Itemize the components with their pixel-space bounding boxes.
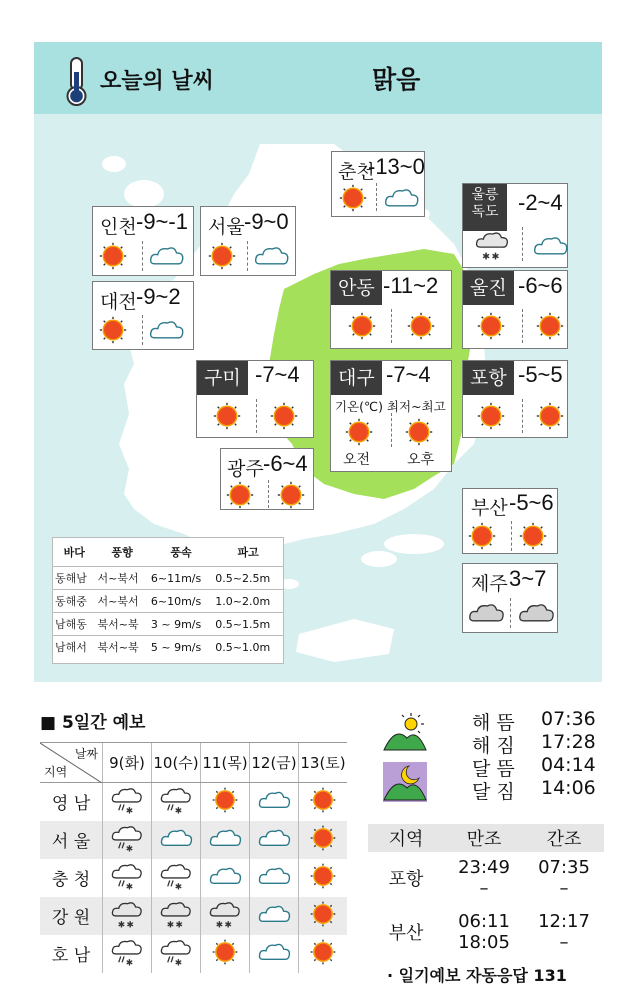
sun-icon xyxy=(269,401,299,435)
cloud-icon xyxy=(152,821,201,859)
sea-cell: 동해중 xyxy=(53,590,95,613)
city-card-gumi xyxy=(196,360,314,438)
sun-moon-time: 14:06 xyxy=(541,777,596,799)
svg-text:✱: ✱ xyxy=(491,251,500,261)
cloud-icon xyxy=(253,241,291,274)
am-pm-divider xyxy=(522,309,523,343)
sun-moon-label: 해 짐 xyxy=(472,735,515,757)
city-temp: -5~6 xyxy=(509,490,554,515)
sun-moon-label: 해 뜸 xyxy=(472,712,515,734)
city-card-uljin xyxy=(462,270,568,349)
city-temp: -5~5 xyxy=(518,362,563,387)
sea-cell: 0.5~2.5m xyxy=(213,567,283,590)
tide-time: 07:35 xyxy=(538,857,590,878)
am-pm-divider xyxy=(522,227,523,261)
sun-moon-label: 달 뜸 xyxy=(472,758,515,780)
sun-moon-time: 17:28 xyxy=(541,731,596,753)
cloud-icon xyxy=(532,231,570,264)
sun-icon xyxy=(98,315,128,349)
am-pm-divider xyxy=(391,309,392,343)
rain-snow-icon xyxy=(152,783,201,821)
footer-phone-info: · 일기예보 자동응답 131 xyxy=(387,966,567,985)
sun-icon xyxy=(98,241,128,275)
tide-time: 06:11 xyxy=(458,911,510,932)
sun-icon xyxy=(535,311,565,345)
svg-text:✱: ✱ xyxy=(125,958,134,967)
city-temp: -9~2 xyxy=(136,284,181,309)
forecast-day: 12(금) xyxy=(250,743,299,783)
sun-icon xyxy=(299,783,348,821)
city-name: 구미 xyxy=(197,361,248,395)
svg-text:✱: ✱ xyxy=(174,806,183,815)
tide-header: 지역 xyxy=(388,829,424,850)
sea-cell: 0.5~1.0m xyxy=(213,636,283,659)
corner-region-label: 지역 xyxy=(44,765,68,779)
rain-snow-icon xyxy=(103,859,152,897)
sun-icon xyxy=(299,859,348,897)
sun-icon xyxy=(476,311,506,345)
city-card-daejeon xyxy=(92,281,194,350)
sea-header: 바다 xyxy=(63,546,85,559)
sun-icon xyxy=(338,183,368,217)
forecast-table xyxy=(40,742,347,973)
gray-cloud-icon xyxy=(467,598,506,631)
am-pm-divider xyxy=(256,399,257,433)
city-card-incheon xyxy=(92,206,194,276)
sea-cell: 서~북서 xyxy=(95,567,148,590)
snow-cloud-icon xyxy=(474,229,510,265)
city-temp: -2~4 xyxy=(518,190,563,215)
sun-icon xyxy=(299,897,348,935)
svg-text:✱: ✱ xyxy=(482,251,491,261)
sun-icon xyxy=(276,480,306,514)
rain-snow-icon xyxy=(103,783,152,821)
sea-cell: 3 ~ 9m/s xyxy=(149,613,213,636)
am-pm-divider xyxy=(510,598,511,628)
sun-icon xyxy=(347,311,377,345)
sea-cell: 남해서 xyxy=(53,636,95,659)
cloud-icon xyxy=(201,821,250,859)
tide-time: 12:17 xyxy=(538,911,590,932)
cloud-icon xyxy=(250,783,299,821)
forecast-region: 충 청 xyxy=(51,870,91,890)
city-name: 광주 xyxy=(227,458,264,480)
city-name: 포항 xyxy=(463,361,514,395)
sun-moon-label: 달 짐 xyxy=(472,781,515,803)
am-pm-divider xyxy=(142,315,143,345)
city-name: 서울 xyxy=(208,216,245,238)
forecast-region: 호 남 xyxy=(51,946,91,966)
city-card-pohang xyxy=(462,360,568,438)
cloud-icon xyxy=(250,935,299,973)
rain-snow-icon xyxy=(103,821,152,859)
sun-icon xyxy=(535,401,565,435)
forecast-day: 13(토) xyxy=(299,743,348,783)
sea-header: 풍속 xyxy=(170,546,192,559)
tide-high xyxy=(444,852,524,904)
city-temp: -6~4 xyxy=(263,451,308,476)
sun-moon-time: 04:14 xyxy=(541,754,596,776)
snow-cloud-icon xyxy=(103,897,152,935)
city-temp: -11~2 xyxy=(383,273,439,298)
am-pm-divider xyxy=(376,183,377,211)
sun-moon-time: 07:36 xyxy=(541,708,596,730)
cloud-icon xyxy=(383,183,421,216)
sun-icon xyxy=(467,521,497,555)
city-name: 제주 xyxy=(471,573,508,595)
city-card-ulleung xyxy=(462,183,568,268)
sea-cell: 6~10m/s xyxy=(149,590,213,613)
tide-table xyxy=(368,824,604,960)
tide-time: 18:05 xyxy=(458,932,510,953)
am-pm-divider xyxy=(511,521,512,551)
sea-cell: 북서~북 xyxy=(95,613,148,636)
tide-region: 포항 xyxy=(388,869,424,890)
tide-time: – xyxy=(479,878,489,899)
city-temp: 3~7 xyxy=(509,566,547,591)
rain-snow-icon xyxy=(103,935,152,973)
forecast-day: 11(목) xyxy=(201,743,250,783)
svg-text:✱: ✱ xyxy=(224,920,233,929)
svg-text:✱: ✱ xyxy=(117,920,126,929)
forecast-day: 10(수) xyxy=(152,743,201,783)
sea-header: 파고 xyxy=(237,546,259,559)
sun-icon xyxy=(201,935,250,973)
sea-cell: 남해동 xyxy=(53,613,95,636)
tide-low xyxy=(524,852,604,904)
sun-icon xyxy=(212,401,242,435)
sea-cell: 동해남 xyxy=(53,567,95,590)
tide-time: 23:49 xyxy=(458,857,510,878)
city-name: 춘천 xyxy=(338,161,375,183)
rain-snow-icon xyxy=(152,859,201,897)
sea-conditions-table xyxy=(52,537,284,664)
svg-text:✱: ✱ xyxy=(174,958,183,967)
svg-text:✱: ✱ xyxy=(125,844,134,853)
city-temp: -7~4 xyxy=(386,362,431,387)
city-card-gwangju xyxy=(220,448,314,510)
cloud-icon xyxy=(201,859,250,897)
cloud-icon xyxy=(250,859,299,897)
am-pm-divider xyxy=(247,241,248,271)
forecast-corner xyxy=(40,743,103,783)
sun-icon xyxy=(225,480,255,514)
sea-cell: 5 ~ 9m/s xyxy=(149,636,213,659)
sun-icon xyxy=(406,311,436,345)
gray-cloud-icon xyxy=(517,598,556,631)
sun-icon xyxy=(299,821,348,859)
city-name: 안동 xyxy=(331,271,382,305)
city-temp: -13~0 xyxy=(368,154,425,179)
city-name: 인천 xyxy=(100,216,137,238)
svg-text:✱: ✱ xyxy=(215,920,224,929)
city-name: 부산 xyxy=(471,497,508,519)
city-card-daegu xyxy=(330,360,452,472)
sea-cell: 서~북서 xyxy=(95,590,148,613)
am-pm-divider xyxy=(268,480,269,508)
tide-header: 만조 xyxy=(466,829,502,850)
tide-high xyxy=(444,904,524,960)
city-temp: -6~6 xyxy=(518,273,563,298)
city-name: 울릉 독도 xyxy=(463,184,507,231)
city-temp: -9~0 xyxy=(244,209,289,234)
sea-cell: 북서~북 xyxy=(95,636,148,659)
tide-region: 부산 xyxy=(388,923,424,944)
city-card-seoul xyxy=(200,206,296,276)
cloud-icon xyxy=(148,315,186,348)
svg-text:✱: ✱ xyxy=(126,920,135,929)
city-temp: -9~-1 xyxy=(136,209,188,234)
daegu-legend: 기온(℃) 최저~최고 xyxy=(335,399,446,414)
svg-text:✱: ✱ xyxy=(125,806,134,815)
snow-cloud-icon xyxy=(152,897,201,935)
sun-icon xyxy=(404,417,434,451)
tide-header: 간조 xyxy=(546,829,582,850)
city-name: 울진 xyxy=(463,271,514,305)
sea-cell: 6~11m/s xyxy=(149,567,213,590)
corner-date-label: 날짜 xyxy=(74,747,98,761)
city-card-busan xyxy=(462,488,558,554)
sun-icon xyxy=(344,417,374,451)
city-card-andong xyxy=(330,270,452,349)
tide-time: – xyxy=(559,932,569,953)
city-name: 대구 xyxy=(331,361,382,395)
sun-icon xyxy=(207,241,237,275)
tide-time: – xyxy=(559,878,569,899)
cloud-icon xyxy=(250,897,299,935)
sun-icon xyxy=(518,521,548,555)
am-label: 오전 xyxy=(343,452,371,468)
page-title: 오늘의 날씨 xyxy=(100,69,214,94)
svg-text:✱: ✱ xyxy=(166,920,175,929)
sea-header: 풍향 xyxy=(111,546,133,559)
weather-condition: 맑음 xyxy=(372,65,421,94)
snow-cloud-icon xyxy=(201,897,250,935)
sea-cell: 0.5~1.5m xyxy=(213,613,283,636)
city-temp: -7~4 xyxy=(255,362,300,387)
city-card-chuncheon xyxy=(331,151,425,217)
pm-label: 오후 xyxy=(407,452,435,468)
sun-icon xyxy=(476,401,506,435)
svg-text:✱: ✱ xyxy=(175,920,184,929)
sunrise-icon xyxy=(383,712,427,752)
forecast-region: 서 울 xyxy=(40,821,103,859)
am-pm-divider xyxy=(142,241,143,271)
cloud-icon xyxy=(250,821,299,859)
city-name: 대전 xyxy=(100,291,137,313)
forecast-day: 9(화) xyxy=(103,743,152,783)
svg-text:✱: ✱ xyxy=(125,882,134,891)
cloud-icon xyxy=(148,241,186,274)
am-pm-divider xyxy=(391,413,392,447)
tide-low xyxy=(524,904,604,960)
sea-cell: 1.0~2.0m xyxy=(213,590,283,613)
city-card-jeju xyxy=(462,563,558,633)
forecast-region: 강 원 xyxy=(40,897,103,935)
rain-snow-icon xyxy=(152,935,201,973)
sun-icon xyxy=(201,783,250,821)
am-pm-divider xyxy=(522,399,523,433)
svg-text:✱: ✱ xyxy=(174,882,183,891)
sun-icon xyxy=(299,935,348,973)
thermometer-icon xyxy=(60,56,94,108)
forecast-region: 영 남 xyxy=(51,794,91,815)
forecast-title: ■ 5일간 예보 xyxy=(40,713,146,733)
moonrise-icon xyxy=(383,762,427,802)
